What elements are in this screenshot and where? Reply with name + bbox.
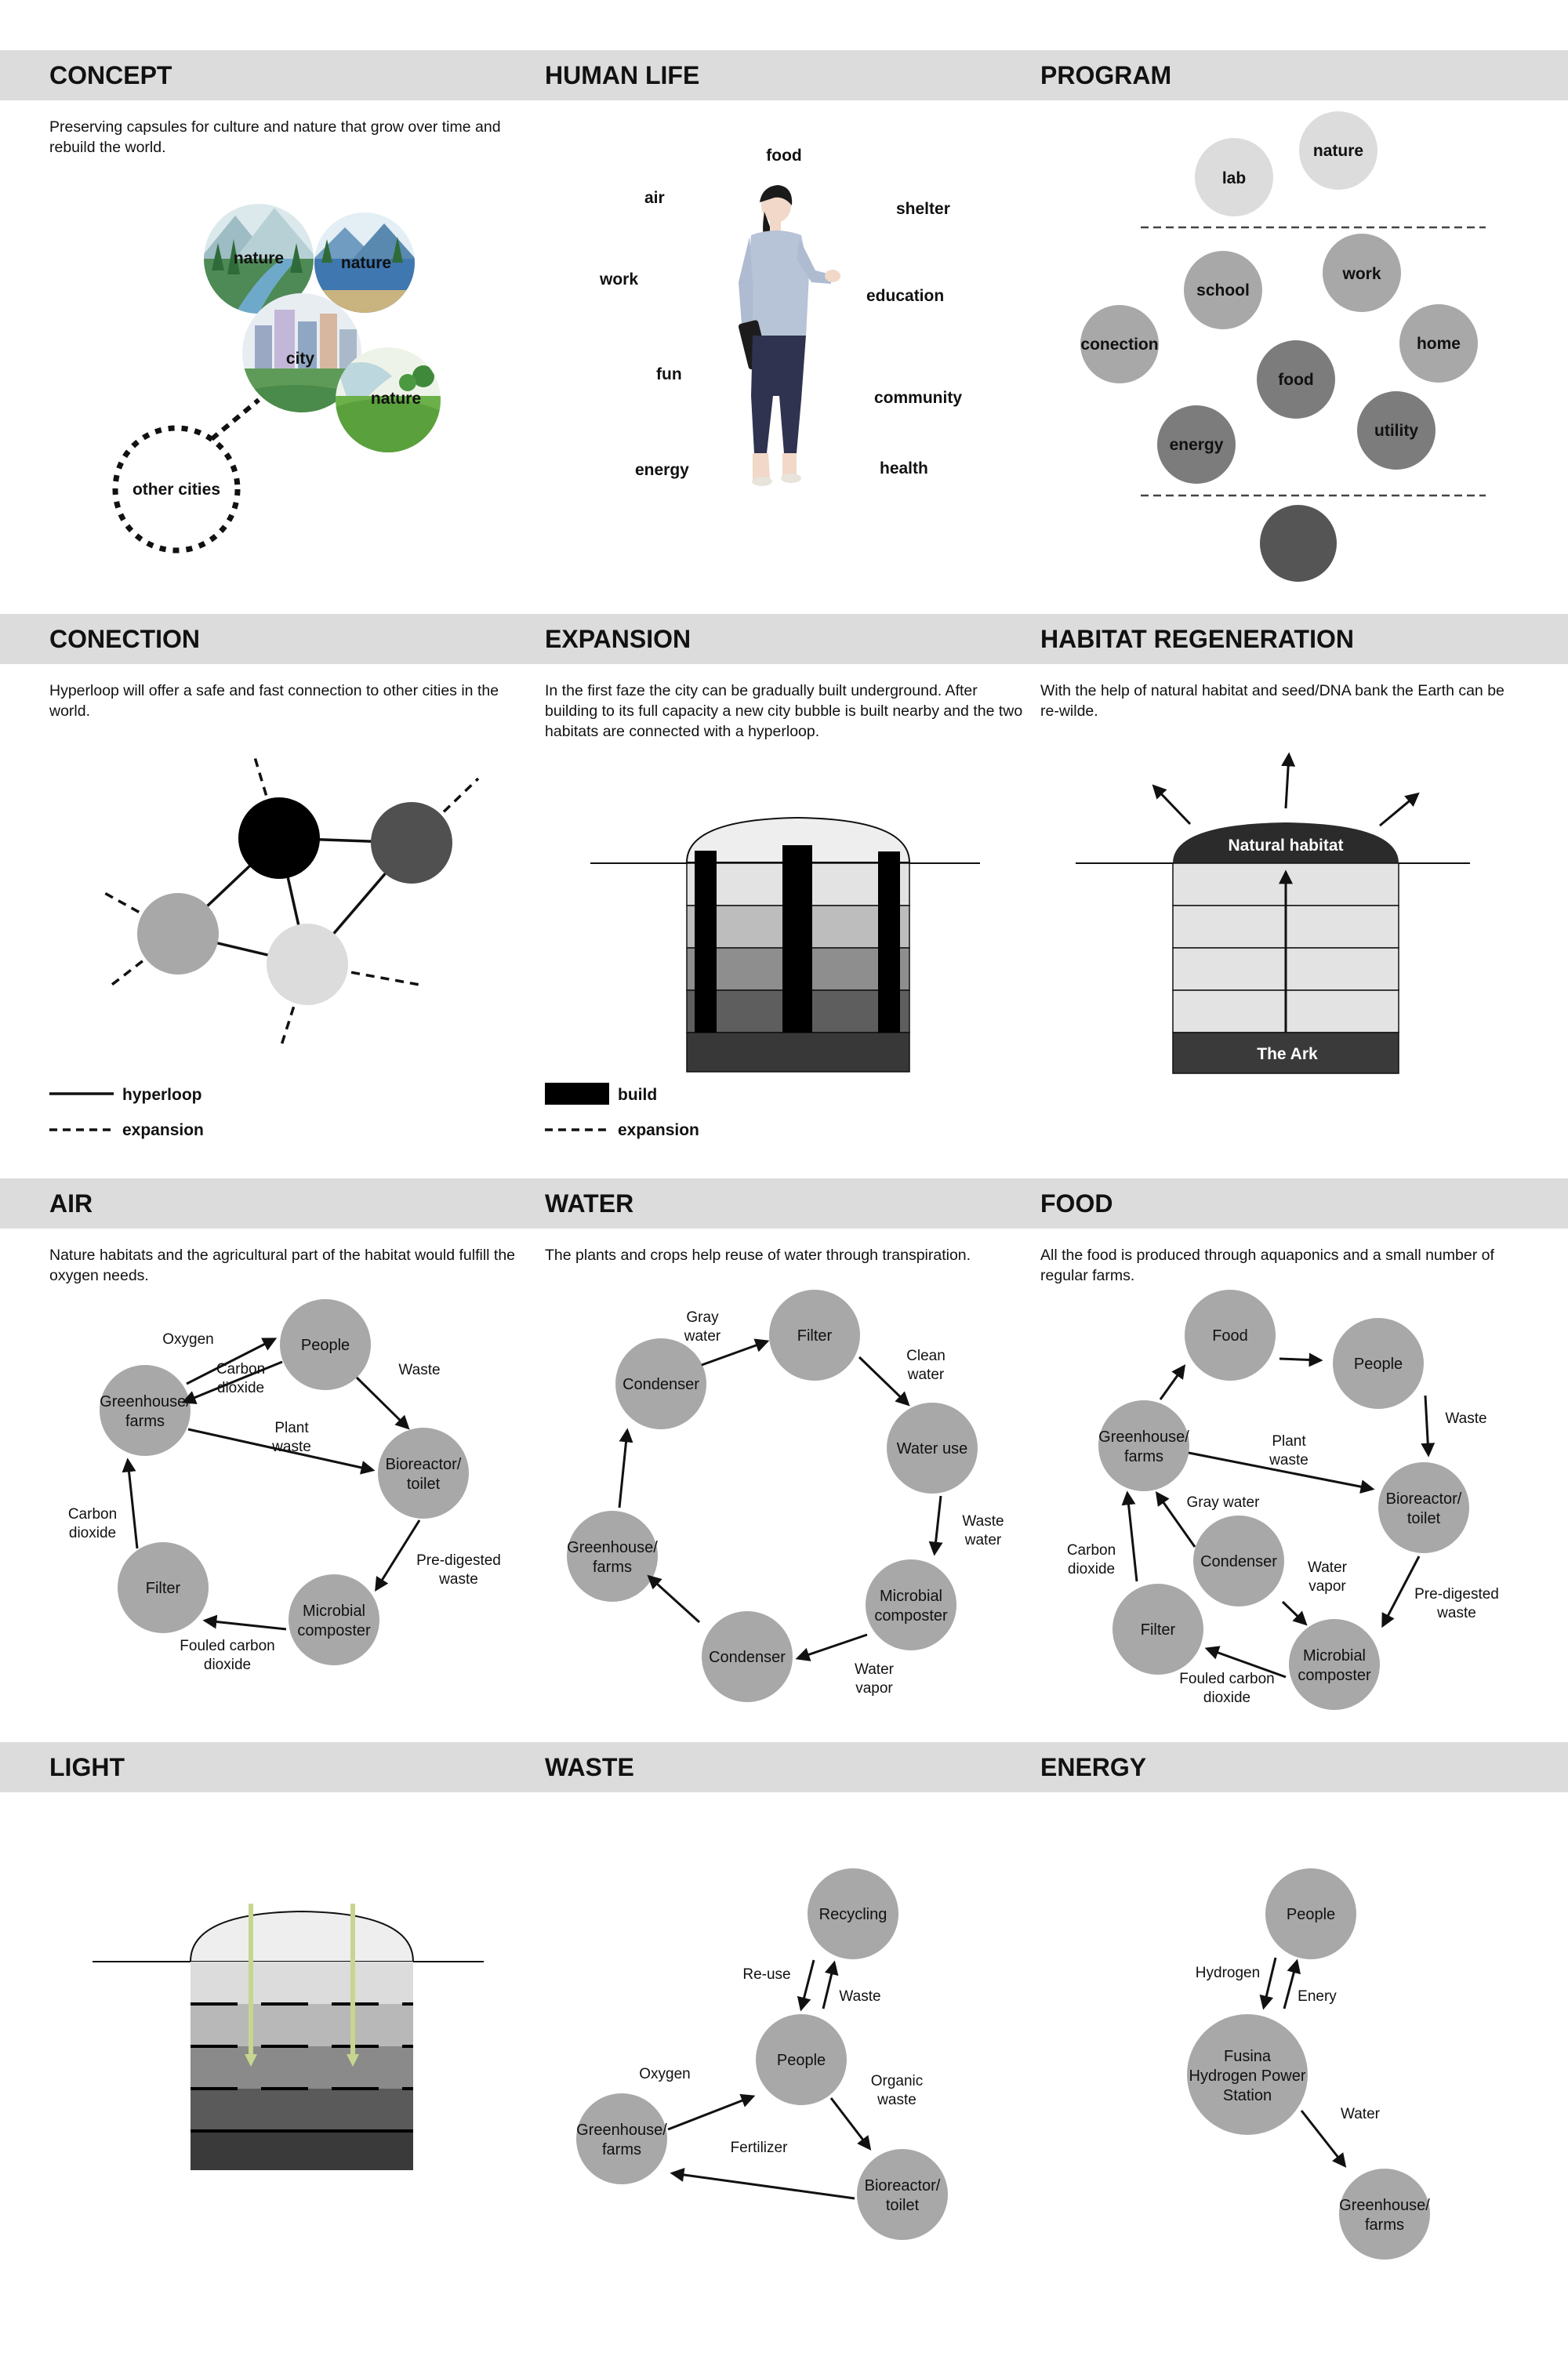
air-label-composter-2: composter <box>297 1622 371 1639</box>
waste-lbl-reuse: Re-use <box>742 1966 791 1983</box>
water-lbl-waste-1: Waste <box>962 1513 1004 1530</box>
water-desc: The plants and crops help reuse of water through transpiration. <box>545 1247 971 1264</box>
waste-label-recycling: Recycling <box>818 1906 887 1923</box>
human-life-title: HUMAN LIFE <box>545 61 700 89</box>
woman-figure <box>738 185 840 486</box>
food-label-greenhouse-1: Greenhouse/ <box>1098 1428 1189 1446</box>
air-label-bioreactor-1: Bioreactor/ <box>385 1456 462 1473</box>
legend-expansion-label: expansion <box>122 1121 204 1139</box>
air-label-composter-1: Microbial <box>302 1603 366 1620</box>
program-nature-label: nature <box>1312 142 1364 160</box>
habitat-desc: With the help of natural habitat and seed/DNA bank the Earth can be re-wilde. <box>1040 682 1504 720</box>
air-label-people: People <box>300 1337 350 1354</box>
food-title: FOOD <box>1040 1189 1113 1218</box>
air-lbl-plant-2: waste <box>272 1439 311 1455</box>
ark-label: The Ark <box>1257 1045 1318 1063</box>
program-home-label: home <box>1416 335 1461 353</box>
program-diagram <box>1035 0 1568 614</box>
habitat-title: HABITAT REGENERATION <box>1040 625 1354 653</box>
food-node-bioreactor <box>1378 1462 1469 1553</box>
food-desc: All the food is produced through aquaponics and a small number of regular farms. <box>1040 1247 1494 1284</box>
waste-node-bioreactor <box>857 2149 948 2240</box>
light-dome <box>191 1911 413 1962</box>
concept-link-line <box>212 400 259 439</box>
air-node-greenhouse <box>100 1365 191 1456</box>
expansion-diagram <box>517 614 1035 1178</box>
energy-label-fusina-1: Fusina <box>1223 2048 1272 2065</box>
habitat-diagram <box>1035 614 1568 1178</box>
bubble-label-3: city <box>285 350 315 368</box>
build-column-center <box>782 845 812 1033</box>
air-lbl-co2b-2: dioxide <box>68 1525 117 1541</box>
air-lbl-co2-1: Carbon <box>216 1361 266 1378</box>
waste-lbl-fertilizer: Fertilizer <box>730 2140 788 2156</box>
bubble-label-2: nature <box>340 254 392 272</box>
bubble-label-1: nature <box>233 249 285 267</box>
air-lbl-plant-1: Plant <box>274 1420 309 1436</box>
water-lbl-gray-1: Gray <box>686 1309 719 1326</box>
food-lbl-vapor-2: vapor <box>1308 1578 1346 1595</box>
air-node-bioreactor <box>378 1428 469 1519</box>
food-lbl-predig-2: waste <box>1437 1605 1476 1621</box>
air-diagram <box>0 1178 533 1743</box>
natural-habitat-label: Natural habitat <box>1228 837 1344 855</box>
build-column-left <box>695 851 717 1033</box>
waste-title: WASTE <box>545 1753 634 1781</box>
food-lbl-plant-2: waste <box>1269 1452 1308 1468</box>
waste-node-greenhouse <box>576 2093 667 2184</box>
build-column-right <box>878 851 900 1033</box>
energy-label-greenhouse-1: Greenhouse/ <box>1339 2197 1430 2214</box>
other-cities-label: other cities <box>132 481 221 499</box>
energy-lbl-enery: Enery <box>1298 1988 1337 2005</box>
waste-label-bioreactor-2: toilet <box>885 2197 920 2214</box>
energy-lbl-water: Water <box>1341 2106 1380 2122</box>
program-conection-label: conection <box>1080 336 1159 354</box>
legend-hyperloop-label: hyperloop <box>122 1086 202 1104</box>
food-label-composter-1: Microbial <box>1302 1647 1367 1664</box>
food-lbl-predig-1: Pre-digested <box>1414 1586 1499 1603</box>
conection-title: CONECTION <box>49 625 200 653</box>
water-lbl-waste-2: water <box>964 1532 1002 1548</box>
water-label-composter-1: Microbial <box>879 1588 943 1605</box>
water-lbl-clean-1: Clean <box>906 1348 946 1364</box>
conection-desc: Hyperloop will offer a safe and fast connection to other cities in the world. <box>49 682 499 720</box>
air-label-bioreactor-2: toilet <box>406 1476 441 1493</box>
air-lbl-oxygen: Oxygen <box>162 1331 214 1348</box>
light-diagram <box>0 1742 517 2356</box>
energy-label-fusina-2: Hydrogen Power <box>1189 2067 1306 2085</box>
concept-title: CONCEPT <box>49 61 172 89</box>
legend-expansion2-label: expansion <box>618 1121 699 1139</box>
legend-build-label: build <box>618 1086 658 1104</box>
water-label-greenhouse-1: Greenhouse/ <box>567 1539 658 1556</box>
food-lbl-plant-1: Plant <box>1272 1433 1306 1450</box>
need-health: health <box>880 459 928 477</box>
air-label-filter: Filter <box>145 1580 181 1597</box>
program-title: PROGRAM <box>1040 61 1172 89</box>
air-node-composter <box>289 1574 379 1665</box>
waste-label-bioreactor-1: Bioreactor/ <box>864 2177 941 2194</box>
water-lbl-vapor-1: Water <box>855 1661 894 1678</box>
food-lbl-waste: Waste <box>1445 1410 1487 1427</box>
water-label-composter-2: composter <box>874 1607 948 1625</box>
air-lbl-fouled-2: dioxide <box>203 1657 252 1673</box>
conection-diagram <box>0 614 517 1178</box>
food-lbl-gray: Gray water <box>1186 1494 1260 1511</box>
food-label-composter-2: composter <box>1298 1667 1371 1684</box>
waste-lbl-waste: Waste <box>839 1988 881 2005</box>
food-label-bioreactor-1: Bioreactor/ <box>1385 1490 1462 1508</box>
expansion-title: EXPANSION <box>545 625 691 653</box>
food-diagram <box>1035 1178 1568 1743</box>
air-lbl-predig-2: waste <box>439 1571 478 1588</box>
program-school-label: school <box>1196 281 1250 299</box>
water-node-greenhouse <box>567 1511 658 1602</box>
food-lbl-co2-1: Carbon <box>1066 1542 1116 1559</box>
food-lbl-fouled-2: dioxide <box>1203 1690 1251 1706</box>
water-diagram <box>517 1178 1035 1743</box>
program-food-label: food <box>1278 371 1314 389</box>
food-node-greenhouse <box>1098 1400 1189 1491</box>
waste-diagram <box>517 1742 1035 2356</box>
air-label-greenhouse-1: Greenhouse/ <box>100 1393 191 1410</box>
water-label-water-use: Water use <box>896 1440 968 1458</box>
water-title: WATER <box>545 1189 634 1218</box>
food-label-condenser: Condenser <box>1200 1553 1277 1570</box>
air-label-greenhouse-2: farms <box>125 1413 165 1430</box>
program-core-circle <box>1260 505 1337 582</box>
city-node-dark <box>371 802 452 884</box>
water-lbl-clean-2: water <box>907 1367 945 1383</box>
water-lbl-gray-2: water <box>684 1328 721 1345</box>
city-node-black <box>238 797 320 879</box>
need-air: air <box>644 189 665 207</box>
water-label-greenhouse-2: farms <box>593 1559 632 1576</box>
need-community: community <box>874 389 963 407</box>
water-label-condenser-bottom: Condenser <box>709 1649 786 1666</box>
program-utility-label: utility <box>1374 422 1418 440</box>
air-title: AIR <box>49 1189 93 1218</box>
waste-label-people: People <box>776 2052 826 2069</box>
water-node-composter <box>866 1559 956 1650</box>
program-work-label: work <box>1342 265 1381 283</box>
air-desc: Nature habitats and the agricultural part of the habitat would fulfill the oxygen needs. <box>49 1247 516 1284</box>
energy-label-greenhouse-2: farms <box>1365 2216 1404 2234</box>
need-energy: energy <box>635 461 689 479</box>
program-energy-label: energy <box>1169 436 1224 454</box>
food-label-bioreactor-2: toilet <box>1406 1510 1441 1527</box>
energy-diagram <box>1035 1742 1568 2356</box>
energy-title: ENERGY <box>1040 1753 1147 1781</box>
bubble-label-4: nature <box>370 390 422 408</box>
light-title: LIGHT <box>49 1753 125 1781</box>
energy-label-people: People <box>1286 1906 1336 1923</box>
city-node-mid <box>137 893 219 975</box>
water-lbl-vapor-2: vapor <box>855 1680 893 1697</box>
need-food: food <box>766 147 802 165</box>
food-label-greenhouse-2: farms <box>1124 1448 1163 1465</box>
need-fun: fun <box>656 365 682 383</box>
energy-lbl-hydrogen: Hydrogen <box>1195 1965 1261 1981</box>
energy-node-greenhouse <box>1339 2169 1430 2260</box>
waste-label-greenhouse-2: farms <box>602 2141 641 2158</box>
need-shelter: shelter <box>896 200 950 218</box>
waste-lbl-oxygen: Oxygen <box>639 2066 691 2082</box>
need-work: work <box>600 270 639 289</box>
food-label-filter: Filter <box>1140 1621 1176 1639</box>
food-lbl-fouled-1: Fouled carbon <box>1179 1671 1275 1687</box>
concept-desc: Preserving capsules for culture and nature that grow over time and rebuild the world. <box>49 118 501 156</box>
air-lbl-fouled-1: Fouled carbon <box>180 1638 275 1654</box>
air-lbl-co2-2: dioxide <box>216 1380 265 1396</box>
city-node-light <box>267 924 348 1005</box>
concept-diagram <box>0 0 517 614</box>
food-lbl-co2-2: dioxide <box>1067 1561 1116 1577</box>
waste-lbl-organic-2: waste <box>877 2092 916 2108</box>
expansion-desc: In the first faze the city can be gradually built underground. After building to its full capacity a new city bubble is built nearby and the two habitats are connected with a hyperloop. <box>545 682 1023 740</box>
air-lbl-waste: Waste <box>398 1362 441 1378</box>
food-node-composter <box>1289 1619 1380 1710</box>
water-label-condenser-top: Condenser <box>622 1376 699 1393</box>
legend-build-swatch <box>545 1083 609 1105</box>
food-label-people: People <box>1353 1356 1403 1373</box>
human-life-diagram <box>517 0 1035 614</box>
air-lbl-predig-1: Pre-digested <box>416 1552 501 1569</box>
food-lbl-vapor-1: Water <box>1308 1559 1347 1576</box>
water-label-filter: Filter <box>797 1327 833 1345</box>
air-lbl-co2b-1: Carbon <box>67 1506 118 1523</box>
energy-label-fusina-3: Station <box>1222 2087 1272 2104</box>
need-education: education <box>866 287 945 305</box>
food-label-food: Food <box>1212 1327 1248 1345</box>
waste-lbl-organic-1: Organic <box>870 2073 924 2089</box>
program-lab-label: lab <box>1221 169 1247 187</box>
waste-label-greenhouse-1: Greenhouse/ <box>576 2122 667 2139</box>
